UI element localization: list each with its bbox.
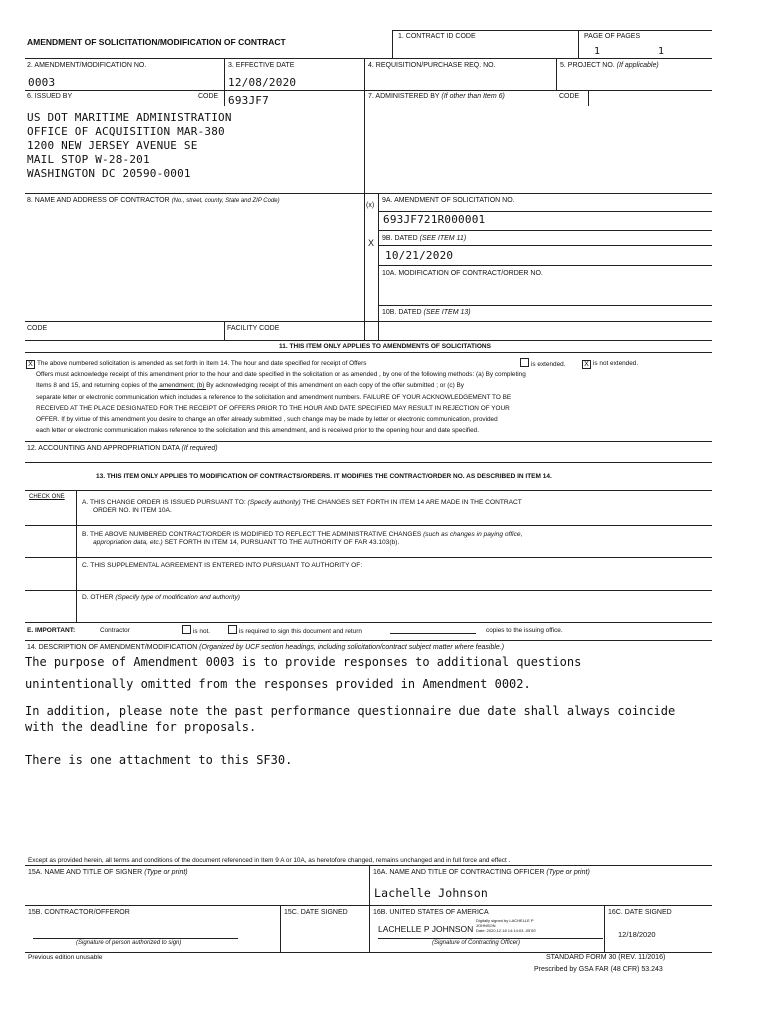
rule [378,265,712,266]
dated-9b-label: 9B. DATED (SEE ITEM 11) [382,235,467,242]
rule [378,230,712,231]
copies-to-office: copies to the issuing office. [486,627,563,634]
contractor-date-label: 15C. DATE SIGNED [284,909,348,916]
issuer-address-line: WASHINGTON DC 20590-0001 [27,167,191,180]
extended-option: is extended. [520,358,565,370]
digital-signature-name: LACHELLE P JOHNSON [378,924,474,934]
amended-checkbox[interactable]: X [26,360,35,369]
amendment-no-label: 2. AMENDMENT/MODIFICATION NO. [27,62,147,69]
modification-no-label: 10A. MODIFICATION OF CONTRACT/ORDER NO. [382,270,543,277]
form-title: AMENDMENT OF SOLICITATION/MODIFICATION OF CONTRACT [27,37,286,47]
issued-code-value: 693JF7 [228,94,269,107]
officer-date-value: 12/18/2020 [618,930,656,939]
rule [369,865,370,952]
option-b-line2: appropriation data, etc.) SET FORTH IN ITEM 14, PURSUANT TO THE AUTHORITY OF FAR 43.103(b). [93,539,400,546]
rule [25,193,712,194]
signature-person-caption: (Signature of person authorized to sign) [76,940,182,946]
item-13-heading: 13. THIS ITEM ONLY APPLIES TO MODIFICATION OF CONTRACTS/ORDERS. IT MODIFIES THE CONTRACT/ORDER NO. AS DESCRIBED IN ITEM 14. [96,473,552,480]
item-11-first-line: X The above numbered solicitation is amended as set forth in Item 14. The hour and date specified for receipt of Offers [26,358,366,369]
signature-line [33,938,238,939]
signature-officer-caption: (Signature of Contracting Officer) [432,940,521,946]
officer-name-value: Lachelle Johnson [374,886,488,900]
item-11-heading: 11. THIS ITEM ONLY APPLIES TO AMENDMENTS OF SOLICITATIONS [279,343,491,350]
rule [378,211,712,212]
description-line: In addition, please note the past performance questionnaire due date shall always coincide [25,704,676,718]
item-11-text-line: each letter or electronic communication makes reference to the solicitation and this amendment, and is received prior to the opening hour and date specified. [36,427,479,434]
rule [392,30,393,58]
issuer-address-line: 1200 NEW JERSEY AVENUE SE [27,139,198,152]
administered-code-label: CODE [559,93,580,100]
prescribed-by: Prescribed by GSA FAR (48 CFR) 53.243 [534,966,663,973]
item-11-text-line: RECEIVED AT THE PLACE DESIGNATED FOR THE RECEIPT OF OFFERS PRIOR TO THE HOUR AND DATE SPECIFIED MAY RESULT IN REJECTION OF YOUR [36,405,510,412]
rule [25,321,712,322]
dated-9b-check-mark: X [368,238,375,248]
rule [588,90,589,106]
rule [76,490,77,622]
option-d-line[interactable]: D. OTHER (Specify type of modification and authority) [82,594,240,601]
rule [378,193,379,340]
rule [25,340,712,341]
not-extended-option: X is not extended. [582,358,638,369]
contractor-code-label: CODE [27,325,48,332]
issued-code-label: CODE [198,93,219,100]
copies-blank [390,633,476,634]
item-11-text-line: OFFER. If by virtue of this amendment you desire to change an offer already submitted , such change may be made by letter or electronic communication, provided [36,416,498,423]
option-a-line2: ORDER NO. IN ITEM 10A. [93,507,172,514]
amendment-no-value: 0003 [28,76,56,89]
rule [25,58,712,59]
issued-by-label: 6. ISSUED BY [27,93,73,100]
rule [378,305,712,306]
standard-form-number: STANDARD FORM 30 (REV. 11/2016) [546,954,666,961]
item-11-text-line: Items 8 and 15, and returning copies of the amendment; (b) By acknowledging receipt of this amendment on each copy of the offer submitted ; or (c) By [36,382,464,389]
rule [556,58,557,90]
option-c-line[interactable]: C. THIS SUPPLEMENTAL AGREEMENT IS ENTERED INTO PURSUANT TO AUTHORITY OF: [82,562,363,569]
rule [25,90,712,91]
rule [280,905,281,952]
dated-9b-value: 10/21/2020 [385,249,454,262]
contractor-offeror-label: 15B. CONTRACTOR/OFFEROR [28,909,130,916]
rule [578,30,579,58]
dated-10b-label: 10B. DATED (SEE ITEM 13) [382,309,471,316]
contractor-name-label: 8. NAME AND ADDRESS OF CONTRACTOR (No., street, county, State and ZIP Code) [27,197,280,204]
page-label: PAGE OF PAGES [584,33,641,40]
x-column-label: (x) [366,202,375,209]
description-label: 14. DESCRIPTION OF AMENDMENT/MODIFICATION (Organized by UCF section headings, including solicitation/contract subject matter where feasible.) [27,644,505,651]
rule [25,622,712,623]
solicitation-no-label: 9A. AMENDMENT OF SOLICITATION NO. [382,197,515,204]
rule [25,525,712,526]
rule [224,321,225,340]
contractor-word: Contractor [100,627,130,634]
description-line: The purpose of Amendment 0003 is to provide responses to additional questions [25,655,582,669]
administered-by-label: 7. ADMINISTERED BY (If other than Item 6) [368,93,505,100]
rule [25,352,712,353]
copies-returning-blank [158,389,206,390]
requisition-label: 4. REQUISITION/PURCHASE REQ. NO. [368,62,496,69]
rule [25,441,712,442]
not-extended-checkbox[interactable]: X [582,360,591,369]
usa-label: 16B. UNITED STATES OF AMERICA [373,909,489,916]
rule [25,590,712,591]
is-not-checkbox[interactable] [182,625,191,634]
rule [604,905,605,952]
is-not-option: is not. [182,625,210,637]
issuer-address-line: OFFICE OF ACQUISITION MAR-380 [27,125,225,138]
previous-edition-note: Previous edition unusable [28,954,103,961]
contract-id-label: 1. CONTRACT ID CODE [398,33,476,40]
officer-date-label: 16C. DATE SIGNED [608,909,672,916]
item-11-text-line: separate letter or electronic communication which includes a reference to the solicitation and amendment numbers. FAILURE OF YOUR ACKNOWLEDGEMENT TO BE [36,394,512,401]
rule [224,58,225,90]
terms-statement: Except as provided herein, all terms and conditions of the document referenced in Item 9 A or 10A, as heretofore changed, remains unchanged and in full force and effect . [28,857,511,864]
signer-name-label: 15A. NAME AND TITLE OF SIGNER (Type or print) [28,869,188,876]
check-one-label: CHECK ONE [29,494,65,500]
issuer-address-line: MAIL STOP W-28-201 [27,153,150,166]
rule [25,952,712,953]
rule [25,640,712,641]
is-extended-checkbox[interactable] [520,358,529,367]
issuer-address-line: US DOT MARITIME ADMINISTRATION [27,111,232,124]
item-11-text-line: Offers must acknowledge receipt of this amendment prior to the hour and date specified in the solicitation or as amended , by one of the following methods: (a) By completing [36,371,526,378]
accounting-data-label: 12. ACCOUNTING AND APPROPRIATION DATA (If required) [27,445,218,452]
page-number: 1 [594,46,601,57]
is-required-checkbox[interactable] [228,625,237,634]
rule [25,462,712,463]
rule [224,90,225,106]
rule [378,245,712,246]
rule [364,58,365,193]
option-a-line1[interactable]: A. THIS CHANGE ORDER IS ISSUED PURSUANT TO: (Specify authority) THE CHANGES SET FORTH IN ITEM 14 ARE MADE IN THE CONTRACT [82,499,522,506]
description-line: with the deadline for proposals. [25,720,257,734]
effective-date-value: 12/08/2020 [228,76,297,89]
effective-date-label: 3. EFFECTIVE DATE [228,62,295,69]
rule [25,557,712,558]
officer-name-label: 16A. NAME AND TITLE OF CONTRACTING OFFICER (Type or print) [373,869,590,876]
digital-signature-block: Digitally signed by LACHELLE P JOHNSON Date: 2020.12.18 14:14:03 -05'00' [476,918,537,933]
project-no-label: 5. PROJECT NO. (If applicable) [560,62,659,69]
solicitation-no-value: 693JF721R000001 [383,213,486,226]
pages-count: 1 [658,46,665,57]
facility-code-label: FACILITY CODE [227,325,280,332]
description-line: unintentionally omitted from the responses provided in Amendment 0002. [25,677,531,691]
rule [25,490,712,491]
important-label: E. IMPORTANT: [27,627,76,634]
signature-line [378,938,603,939]
rule [364,193,365,340]
is-required-option: is required to sign this document and return [228,625,362,637]
option-b-line1[interactable]: B. THE ABOVE NUMBERED CONTRACT/ORDER IS MODIFIED TO REFLECT THE ADMINISTRATIVE CHANGES (such as changes in paying office, [82,531,523,538]
description-line: There is one attachment to this SF30. [25,753,293,767]
rule [392,30,712,31]
